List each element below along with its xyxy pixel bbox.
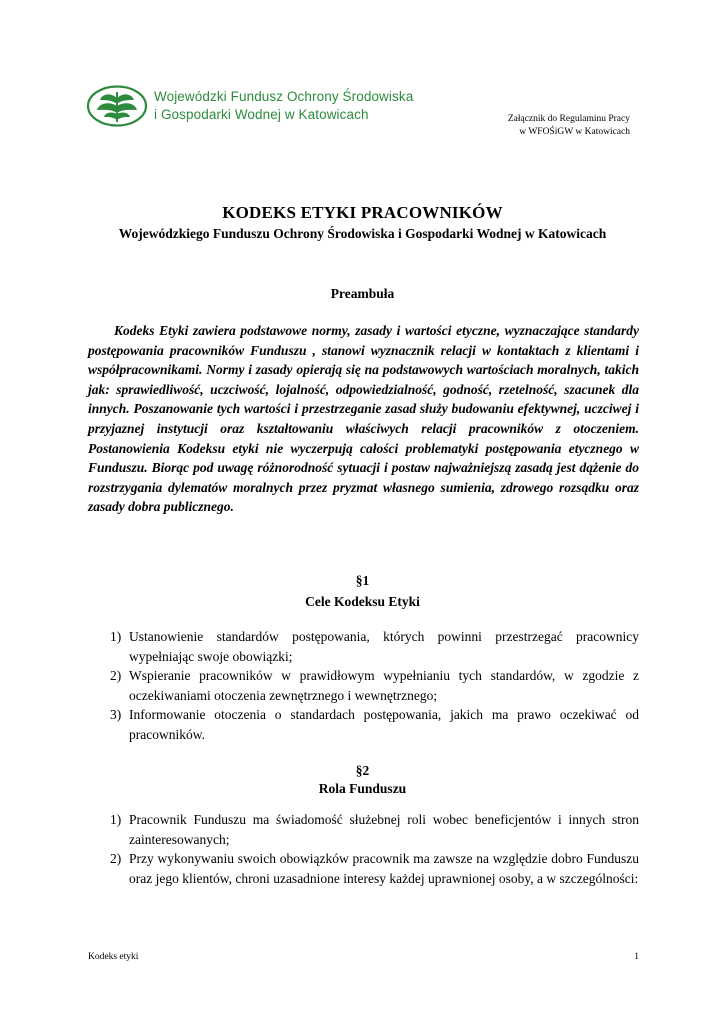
list-item	[110, 666, 639, 705]
list-item	[110, 705, 639, 744]
preamble-text: Kodeks Etyki zawiera podstawowe normy, zasady i wartości etyczne, wyznaczające standardy postępowania pracowników Funduszu , stanowi wyznacznik relacji w kontaktach z klientami i współpracownikami. Normy i zasady opierają się na podstawowych wartościach moralnych, takich jak: sprawiedliwość, uczciwość, lojalność, odpowiedzialność, godność, rzetelność, szacunek dla innych. Poszanowanie tych wartości i przestrzeganie zasad służy budowaniu efektywnej, uczciwej i przyjaznej instytucji oraz kształtowaniu właściwych relacji pracowników z otoczeniem. Postanowienia Kodeksu etyki nie wyczerpują całości problematyki postępowania etycznego w Funduszu. Biorąc pod uwagę różnorodność sytuacji i postaw najważniejszą zasadą jest dążenie do rozstrzygania dylematów moralnych przez pryzmat własnego sumienia, zdrowego rozsądku oraz zasady dobra publicznego.	[88, 323, 639, 515]
list-item	[110, 849, 639, 888]
leaf-emblem-icon	[86, 84, 148, 128]
list-item-text: Przy wykonywaniu swoich obowiązków pracownik ma zawsze na względzie dobro Funduszu oraz jego klientów, chroni uzasadnione interesy każdej uprawnionej osoby, a w szczególności:	[129, 851, 639, 886]
list-item	[110, 810, 639, 849]
list-item-text: Ustanowienie standardów postępowania, których powinni przestrzegać pracownicy wypełniając swoje obowiązki;	[129, 629, 639, 664]
attachment-line1: Załącznik do Regulaminu Pracy	[507, 114, 630, 124]
section-2-title: Rola Funduszu	[318, 781, 407, 796]
section-2-number: §2	[355, 763, 370, 778]
section-2-list	[110, 810, 639, 888]
organization-logo	[86, 84, 413, 128]
section-1-list	[110, 627, 639, 745]
logo-text-line1: Wojewódzki Fundusz Ochrony Środowiska	[154, 89, 414, 104]
list-item-text: Wspieranie pracowników w prawidłowym wypełnianiu tych standardów, w zgodzie z oczekiwaniami otoczenia zewnętrznego i wewnętrznego;	[129, 668, 639, 703]
list-item-number: 2)	[110, 851, 122, 867]
list-item-number: 1)	[110, 812, 122, 827]
document-title: KODEKS ETYKI PRACOWNIKÓW	[222, 203, 503, 222]
footer-document-name: Kodeks etyki	[88, 952, 139, 962]
section-1-title: Cele Kodeksu Etyki	[305, 594, 420, 609]
document-subtitle: Wojewódzkiego Funduszu Ochrony Środowiska i Gospodarki Wodnej w Katowicach	[118, 226, 607, 241]
list-item-number: 2)	[110, 668, 122, 684]
list-item-number: 1)	[110, 629, 122, 644]
footer-page-number: 1	[634, 952, 639, 962]
list-item	[110, 627, 639, 666]
section-1-number: §1	[355, 573, 370, 588]
list-item-text: Pracownik Funduszu ma świadomość służebnej roli wobec beneficjentów i innych stron zainteresowanych;	[129, 812, 639, 847]
preamble-heading: Preambuła	[330, 286, 395, 301]
list-item-text: Informowanie otoczenia o standardach postępowania, jakich ma prawo oczekiwać od pracowników.	[129, 707, 639, 742]
attachment-line2: w WFOŚiGW w Katowicach	[519, 127, 630, 137]
attachment-note	[480, 113, 630, 139]
logo-text-line2: i Gospodarki Wodnej w Katowicach	[154, 107, 369, 122]
list-item-number: 3)	[110, 707, 122, 723]
